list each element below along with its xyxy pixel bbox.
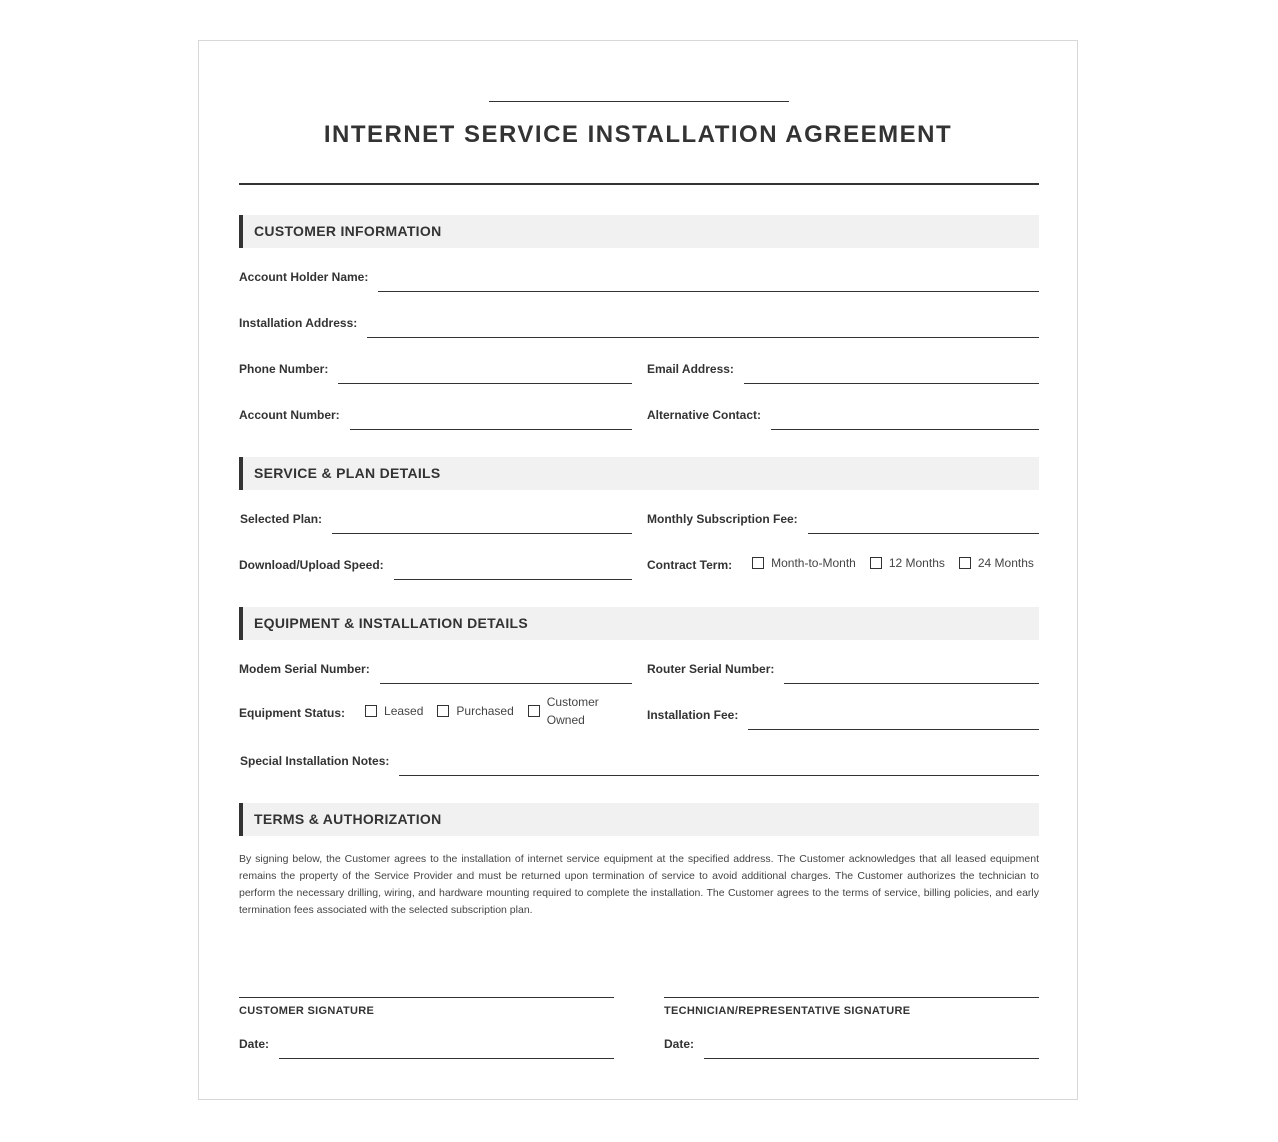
account-holder-name-label: Account Holder Name: xyxy=(239,270,369,284)
contract-option-label: Month-to-Month xyxy=(771,556,856,570)
email-address-field[interactable] xyxy=(647,358,1039,378)
special-notes-field[interactable] xyxy=(240,750,1039,770)
agreement-page xyxy=(198,40,1078,1100)
equipment-option-customer-owned[interactable] xyxy=(528,693,603,729)
section-customer-information: CUSTOMER INFORMATION xyxy=(239,215,1039,248)
equipment-status-label: Equipment Status: xyxy=(239,705,346,720)
selected-plan-label: Selected Plan: xyxy=(240,512,323,526)
equipment-option-purchased[interactable] xyxy=(437,702,513,720)
alternative-contact-label: Alternative Contact: xyxy=(647,408,762,422)
modem-serial-line[interactable] xyxy=(380,682,632,684)
email-address-line[interactable] xyxy=(744,382,1039,384)
section-equipment-installation-details: EQUIPMENT & INSTALLATION DETAILS xyxy=(239,607,1039,640)
modem-serial-label: Modem Serial Number: xyxy=(239,662,370,676)
customer-signature-line[interactable] xyxy=(239,997,614,998)
checkbox[interactable] xyxy=(752,557,764,569)
contract-option-24-months[interactable] xyxy=(959,554,1034,572)
account-number-field[interactable] xyxy=(239,404,632,424)
alternative-contact-field[interactable] xyxy=(647,404,1039,424)
equipment-option-label: Purchased xyxy=(456,704,514,718)
email-address-label: Email Address: xyxy=(647,362,734,376)
checkbox[interactable] xyxy=(437,705,449,717)
monthly-fee-label: Monthly Subscription Fee: xyxy=(647,512,798,526)
account-holder-name-field[interactable] xyxy=(239,266,1039,286)
contract-term-group xyxy=(647,552,1034,574)
checkbox[interactable] xyxy=(528,705,540,717)
checkbox[interactable] xyxy=(365,705,377,717)
monthly-fee-line[interactable] xyxy=(808,532,1039,534)
phone-number-label: Phone Number: xyxy=(239,362,329,376)
selected-plan-line[interactable] xyxy=(332,532,632,534)
monthly-fee-field[interactable] xyxy=(647,508,1039,528)
special-notes-label: Special Installation Notes: xyxy=(240,754,390,768)
speed-field[interactable] xyxy=(239,554,632,574)
contract-option-12-months[interactable] xyxy=(870,554,945,572)
customer-date-label: Date: xyxy=(239,1037,270,1051)
installation-address-line[interactable] xyxy=(367,336,1039,338)
equipment-status-group xyxy=(239,693,603,729)
customer-signature-label: CUSTOMER SIGNATURE xyxy=(239,1005,375,1017)
phone-number-field[interactable] xyxy=(239,358,632,378)
phone-number-line[interactable] xyxy=(338,382,632,384)
installation-fee-field[interactable] xyxy=(647,704,1039,724)
equipment-option-label: Leased xyxy=(384,704,424,718)
contract-option-month-to-month[interactable] xyxy=(752,554,856,572)
title-divider xyxy=(239,183,1039,185)
router-serial-line[interactable] xyxy=(784,682,1039,684)
contract-option-label: 24 Months xyxy=(977,556,1034,570)
checkbox[interactable] xyxy=(870,557,882,569)
modem-serial-field[interactable] xyxy=(239,658,632,678)
installation-fee-label: Installation Fee: xyxy=(647,708,739,722)
special-notes-line[interactable] xyxy=(399,774,1039,776)
contract-term-label: Contract Term: xyxy=(647,557,733,572)
page-title: INTERNET SERVICE INSTALLATION AGREEMENT xyxy=(323,121,953,148)
technician-signature-line[interactable] xyxy=(664,997,1039,998)
router-serial-label: Router Serial Number: xyxy=(647,662,775,676)
checkbox[interactable] xyxy=(959,557,971,569)
technician-signature-label: TECHNICIAN/REPRESENTATIVE SIGNATURE xyxy=(664,1005,911,1017)
installation-address-field[interactable] xyxy=(239,312,1039,332)
speed-label: Download/Upload Speed: xyxy=(239,558,384,572)
equipment-option-leased[interactable] xyxy=(365,702,423,720)
speed-line[interactable] xyxy=(394,578,632,580)
terms-text: By signing below, the Customer agrees to the installation of internet service equipment at the specified address. The Customer acknowledges that all leased equipment remains the property of the Service Provider and must be returned upon termination of service to avoid additional charges. The Customer authorizes the technician to perform the necessary drilling, wiring, and hardware mounting required to complete the installation. The Customer agrees to the terms of service, billing policies, and early termination fees associated with the selected subscription plan. xyxy=(239,853,1039,916)
installation-fee-line[interactable] xyxy=(748,728,1039,730)
section-terms-authorization: TERMS & AUTHORIZATION xyxy=(239,803,1039,836)
technician-date-line[interactable] xyxy=(704,1057,1039,1059)
router-serial-field[interactable] xyxy=(647,658,1039,678)
customer-date-field[interactable] xyxy=(239,1033,614,1053)
top-rule xyxy=(489,101,789,102)
customer-date-line[interactable] xyxy=(279,1057,614,1059)
account-number-line[interactable] xyxy=(350,428,632,430)
account-holder-name-line[interactable] xyxy=(378,290,1039,292)
account-number-label: Account Number: xyxy=(239,408,340,422)
technician-date-label: Date: xyxy=(664,1037,695,1051)
selected-plan-field[interactable] xyxy=(240,508,632,528)
installation-address-label: Installation Address: xyxy=(239,316,358,330)
technician-date-field[interactable] xyxy=(664,1033,1039,1053)
alternative-contact-line[interactable] xyxy=(771,428,1039,430)
contract-option-label: 12 Months xyxy=(888,556,945,570)
equipment-option-label: Customer Owned xyxy=(546,695,599,727)
section-service-plan-details: SERVICE & PLAN DETAILS xyxy=(239,457,1039,490)
